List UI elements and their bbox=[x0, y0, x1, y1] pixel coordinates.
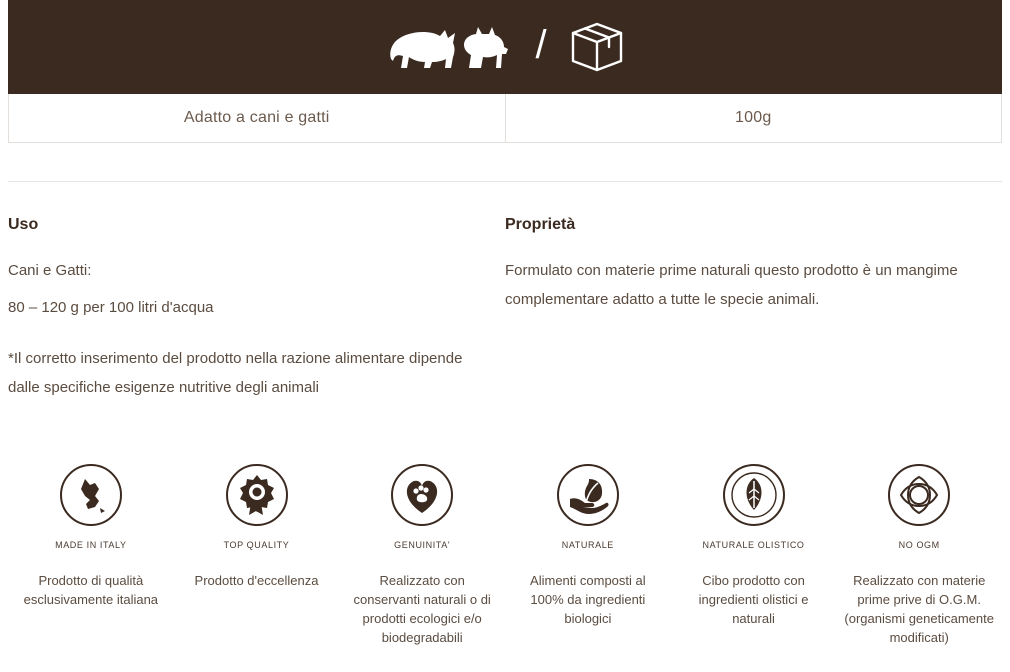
slash-separator: / bbox=[535, 23, 547, 67]
badge-seal-label: GENUINITA' bbox=[394, 540, 451, 550]
spec-suitability: Adatto a cani e gatti bbox=[183, 109, 330, 126]
badge-naturale-olistico bbox=[671, 452, 837, 647]
badge-caption: Prodotto di qualità esclusivamente italiana bbox=[23, 573, 159, 607]
uso-line-1: Cani e Gatti: bbox=[8, 262, 92, 279]
proprieta-heading: Proprietà bbox=[505, 216, 576, 233]
spec-row bbox=[8, 94, 1002, 143]
badge-caption: Cibo prodotto con ingredienti olistici e naturali bbox=[698, 573, 809, 626]
badge-caption: Realizzato con conservanti naturali o di prodotti ecologici e/o biodegradabili bbox=[353, 573, 491, 645]
uso-line-2: 80 – 120 g per 100 litri d'acqua bbox=[8, 299, 214, 316]
spec-weight: 100g bbox=[505, 94, 1002, 142]
column-uso bbox=[8, 216, 505, 410]
pictogram-group bbox=[385, 19, 624, 75]
badge-genuinita bbox=[339, 452, 505, 647]
badge-caption: Prodotto d'eccellenza bbox=[194, 573, 319, 588]
no-gmo-icon bbox=[887, 452, 951, 538]
heart-paw-icon bbox=[390, 452, 454, 538]
uso-heading: Uso bbox=[8, 216, 39, 233]
column-proprieta bbox=[505, 216, 1002, 410]
badge-seal-label: NATURALE OLISTICO bbox=[702, 540, 805, 550]
section-divider bbox=[8, 181, 1002, 182]
proprieta-text: Formulato con materie prime naturali questo prodotto è un mangime complementare adatto a tutte le specie animali. bbox=[505, 262, 958, 308]
hand-leaf-icon bbox=[556, 452, 620, 538]
badge-seal-label: MADE IN ITALY bbox=[55, 540, 127, 550]
badge-seal-label: NO OGM bbox=[898, 540, 940, 550]
box-icon bbox=[569, 20, 625, 74]
leaf-circle-icon bbox=[722, 452, 786, 538]
badge-top-quality bbox=[174, 452, 340, 647]
badge-caption: Realizzato con materie prime prive di O.G.M. (organismi geneticamente modificati) bbox=[844, 573, 994, 645]
italy-map-icon bbox=[59, 452, 123, 538]
dog-cat-icon bbox=[385, 19, 513, 75]
uso-note: *Il corretto inserimento del prodotto nella razione alimentare dipende dalle specifiche esigenze nutritive degli animali bbox=[8, 350, 463, 396]
badge-naturale bbox=[505, 452, 671, 647]
badge-caption: Alimenti composti al 100% da ingredienti biologici bbox=[530, 573, 646, 626]
text-columns bbox=[8, 216, 1002, 410]
award-rosette-icon bbox=[225, 452, 289, 538]
badge-made-in-italy bbox=[8, 452, 174, 647]
badge-no-ogm bbox=[836, 452, 1002, 647]
badge-row bbox=[8, 452, 1002, 647]
pictogram-banner bbox=[8, 0, 1002, 94]
badge-seal-label: NATURALE bbox=[561, 540, 614, 550]
badge-seal-label: TOP QUALITY bbox=[223, 540, 290, 550]
